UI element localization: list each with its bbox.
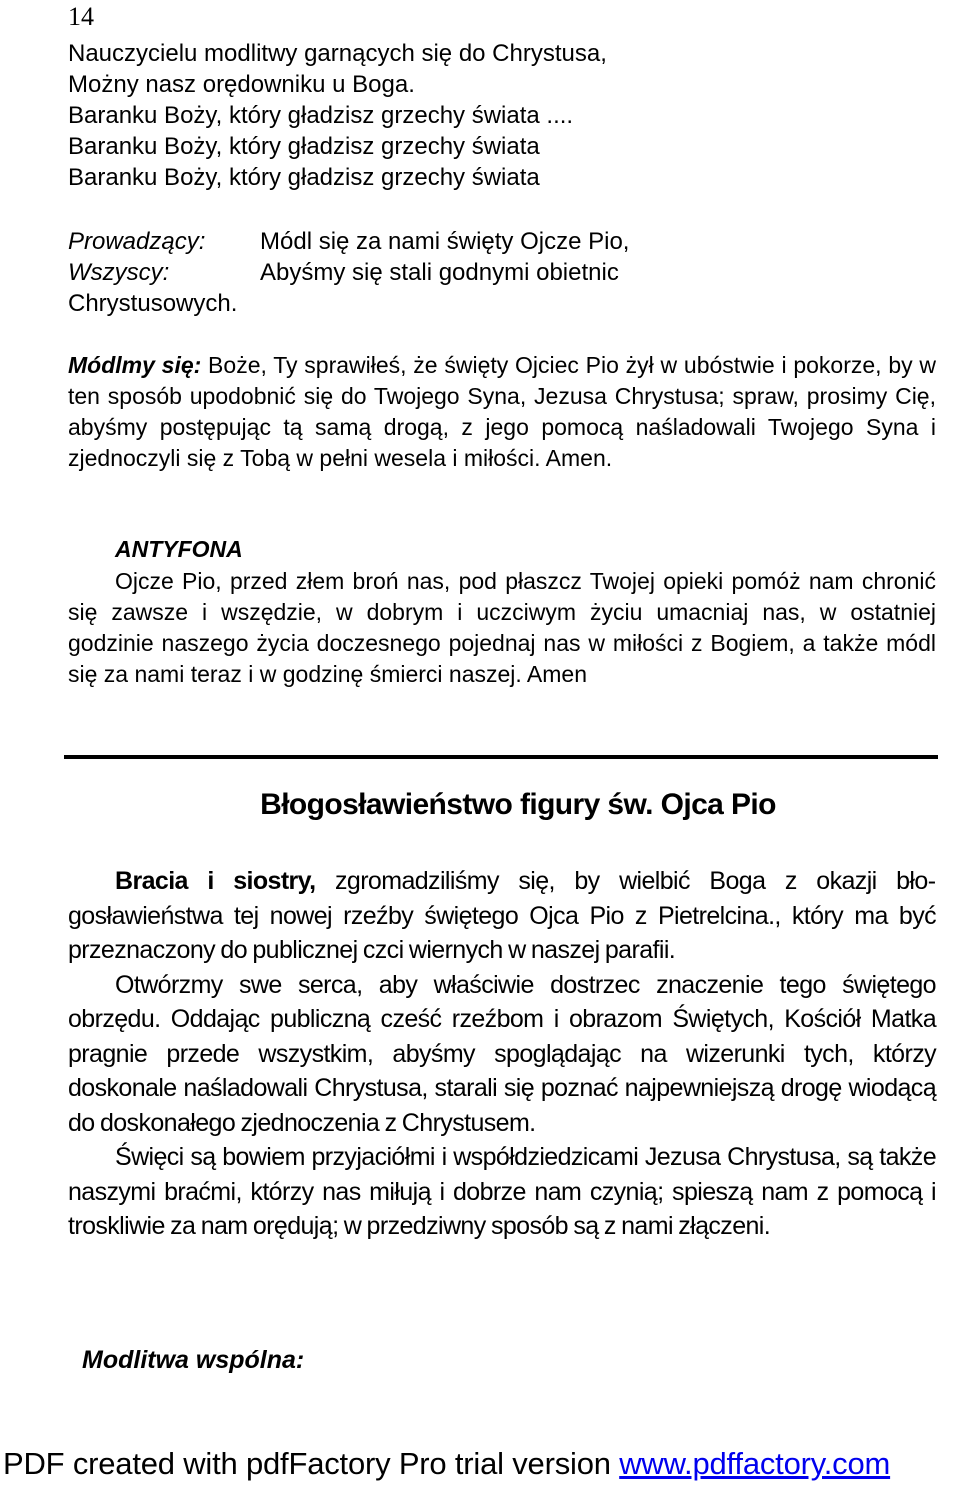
paragraph-1-text: zgromadziliśmy się, by wielbić Boga z okazji błogosławieństwa tej nowej rzeźby świętego Ojca Pio z Pietrelcina., który ma być przeznaczony do publicznej czci wiernych w naszej parafii. bbox=[68, 867, 937, 964]
section-title: Błogosławieństwo figury św. Ojca Pio bbox=[260, 788, 776, 821]
prayer-text: Boże, Ty sprawiłeś, że święty Ojciec Pio żył w ubóstwie i pokorze, by w ten sposób upodobnić się do Twojego Syna, Jezusa Chrystusa; spraw, prosimy Cię, abyśmy postępując tą samą drogą, z jego pomocą naśladowali Twojego Syna i zjednoczyli się z Tobą w pełni wesela i miłości. Amen. bbox=[68, 352, 936, 471]
verse-response bbox=[68, 226, 938, 319]
section-body bbox=[68, 864, 936, 1244]
intro-line: Baranku Boży, który gładzisz grzechy świata bbox=[68, 164, 540, 191]
footer-link[interactable]: www.pdffactory.com bbox=[619, 1446, 891, 1481]
paragraph-3: Święci są bowiem przyjaciółmi i współdziedzicami Jezusa Chrystusa, są także naszymi braćmi, którzy nas miłują i dobrze nam czynią; spieszą nam z pomocą i troskliwie za nam orędują; w przedziwny sposób są z nami złączeni. bbox=[68, 1143, 936, 1240]
footer-text: PDF created with pdfFactory Pro trial version bbox=[3, 1446, 620, 1481]
paragraph-2: Otwórzmy swe serca, aby właściwie dostrzec znaczenie tego świętego obrzędu. Oddając publiczną cześć rzeźbom i obrazom Świętych, Kościół Matka pragnie przede wszystkim, abyśmy spoglądając na wizerunki tych, którzy doskonale naśladowali Chrystusa, starali się poznać najpewniejszą drogę wiodącą do doskonałego zjednoczenia z Chrystusem. bbox=[68, 970, 936, 1137]
prayer-label: Módlmy się: bbox=[68, 352, 202, 378]
leader-label: Prowadzący: bbox=[68, 228, 206, 255]
page-number: 14 bbox=[68, 2, 94, 31]
all-label: Wszyscy: bbox=[68, 259, 170, 286]
prayer-paragraph bbox=[68, 350, 936, 474]
leader-text: Módl się za nami święty Ojcze Pio, bbox=[260, 228, 630, 255]
all-text: Abyśmy się stali godnymi obietnic bbox=[260, 259, 619, 286]
intro-line: Baranku Boży, który gładzisz grzechy świata .... bbox=[68, 102, 574, 129]
pdf-footer bbox=[3, 1446, 890, 1482]
verse-continuation: Chrystusowych. bbox=[68, 290, 238, 317]
all-row bbox=[68, 257, 938, 288]
antyfona-text: Ojcze Pio, przed złem broń nas, pod płaszcz Twojej opieki pomóż nam chronić się zawsze i wszędzie, w dobrym i uczciwym życiu umacniaj nas, w ostatniej godzinie naszego życia doczesnego pojednaj nas w miłości z Bogiem, a także módl się za nami teraz i w godzinę śmierci naszej. Amen bbox=[68, 568, 936, 687]
intro-line: Nauczycielu modlitwy garnących się do Chrystusa, bbox=[68, 40, 607, 67]
intro-line: Możny nasz orędowniku u Boga. bbox=[68, 71, 415, 98]
antyfona-heading: ANTYFONA bbox=[115, 536, 243, 562]
paragraph-1 bbox=[68, 864, 936, 968]
intro-line: Baranku Boży, który gładzisz grzechy świata bbox=[68, 133, 540, 160]
divider-rule bbox=[64, 755, 938, 759]
leader-row bbox=[68, 226, 938, 257]
modlitwa-label: Modlitwa wspólna: bbox=[82, 1346, 305, 1374]
intro-lines bbox=[68, 38, 938, 193]
address-bold: Bracia i siostry, bbox=[115, 867, 316, 895]
